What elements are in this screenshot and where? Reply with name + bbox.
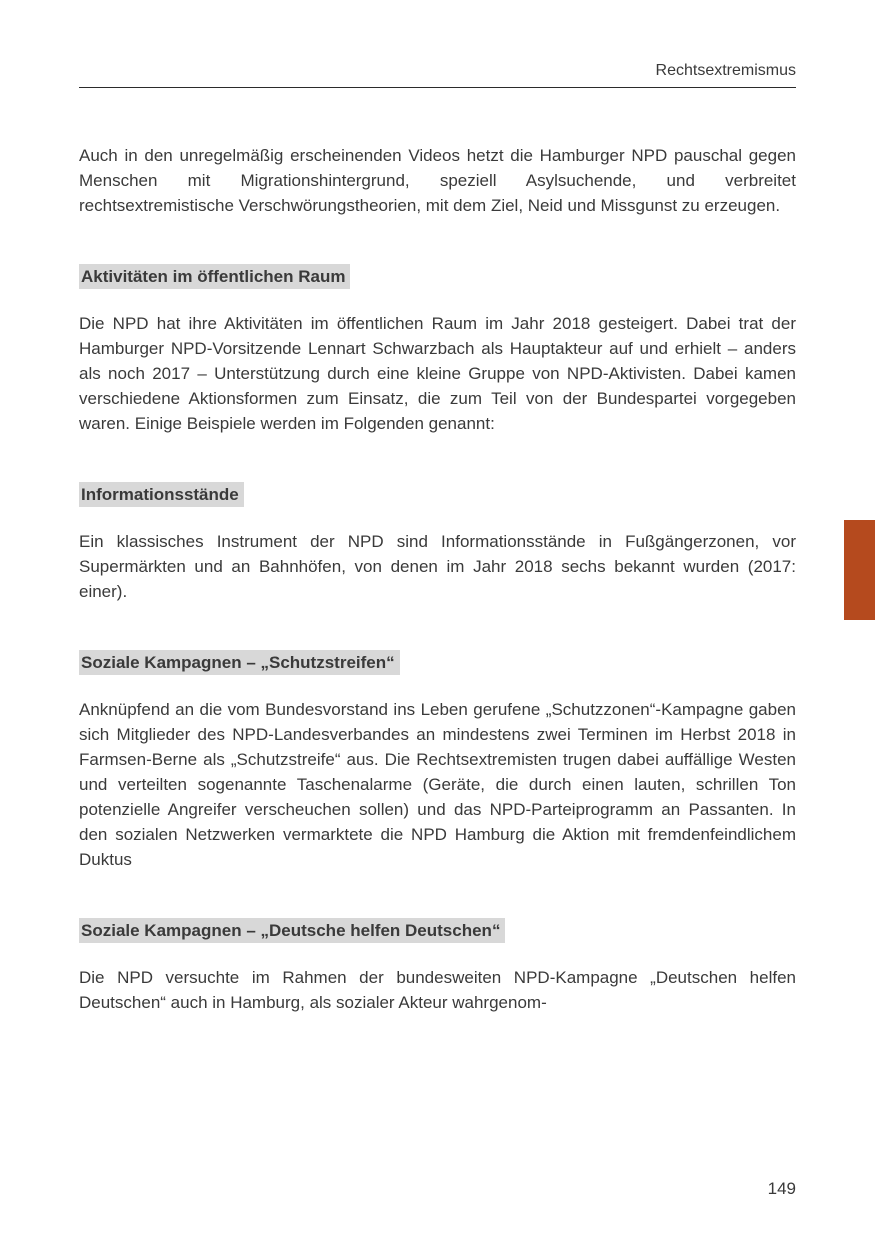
section-heading-text: Soziale Kampagnen – „Deutsche helfen Deutschen“ [79,918,505,943]
paragraph: Die NPD versuchte im Rahmen der bundesweiten NPD-Kampagne „Deutschen helfen Deutschen“ auch in Hamburg, als sozialer Akteur wahrgenom- [79,968,796,1012]
running-header: Rechtsextremismus [655,62,796,79]
page-content [79,62,796,1015]
paragraph: Auch in den unregelmäßig erscheinenden Videos hetzt die Hamburger NPD pauschal gegen Menschen mit Migrationshintergrund, speziell Asylsuchende, und verbreitet rechtsextremistische Verschwörungstheorien, mit dem Ziel, Neid und Missgunst zu erzeugen. [79,146,796,215]
section-heading-text: Aktivitäten im öffentlichen Raum [79,264,350,289]
section-heading [79,484,796,505]
section-heading-text: Soziale Kampagnen – „Schutzstreifen“ [79,650,400,675]
section-heading [79,266,796,287]
paragraph: Anknüpfend an die vom Bundesvorstand ins Leben gerufene „Schutzzonen“-Kampagne gaben sich Mitglieder des NPD-Landesverbandes an mindestens zwei Terminen im Herbst 2018 in Farmsen-Berne als „Schutzstreife“ aus. Die Rechtsextremisten trugen dabei auffällige Westen und verteilten sogenannte Taschenalarme (Geräte, die durch einen lauten, schrillen Ton potenzielle Angreifer verscheuchen sollen) und das NPD-Parteiprogramm an Passanten. In den sozialen Netzwerken vermarktete die NPD Hamburg die Aktion mit fremdenfeindlichem Duktus [79,700,796,869]
paragraph: Ein klassisches Instrument der NPD sind Informationsstände in Fußgängerzonen, vor Supermärkten und an Bahnhöfen, von denen im Jahr 2018 sechs bekannt wurden (2017: einer). [79,532,796,601]
section-heading [79,920,796,941]
page-number: 149 [767,1179,796,1198]
section-heading-text: Informationsstände [79,482,244,507]
section-heading [79,652,796,673]
paragraph: Die NPD hat ihre Aktivitäten im öffentlichen Raum im Jahr 2018 gesteigert. Dabei trat der Hamburger NPD-Vorsitzende Lennart Schwarzbach als Hauptakteur auf und erhielt – anders als noch 2017 – Unterstützung durch eine kleine Gruppe von NPD-Aktivisten. Dabei kamen verschiedene Aktionsformen zum Einsatz, die zum Teil von der Bundespartei vorgegeben waren. Einige Beispiele werden im Folgenden genannt: [79,314,796,433]
header-rule [79,87,796,88]
chapter-thumb-tab [844,520,875,620]
